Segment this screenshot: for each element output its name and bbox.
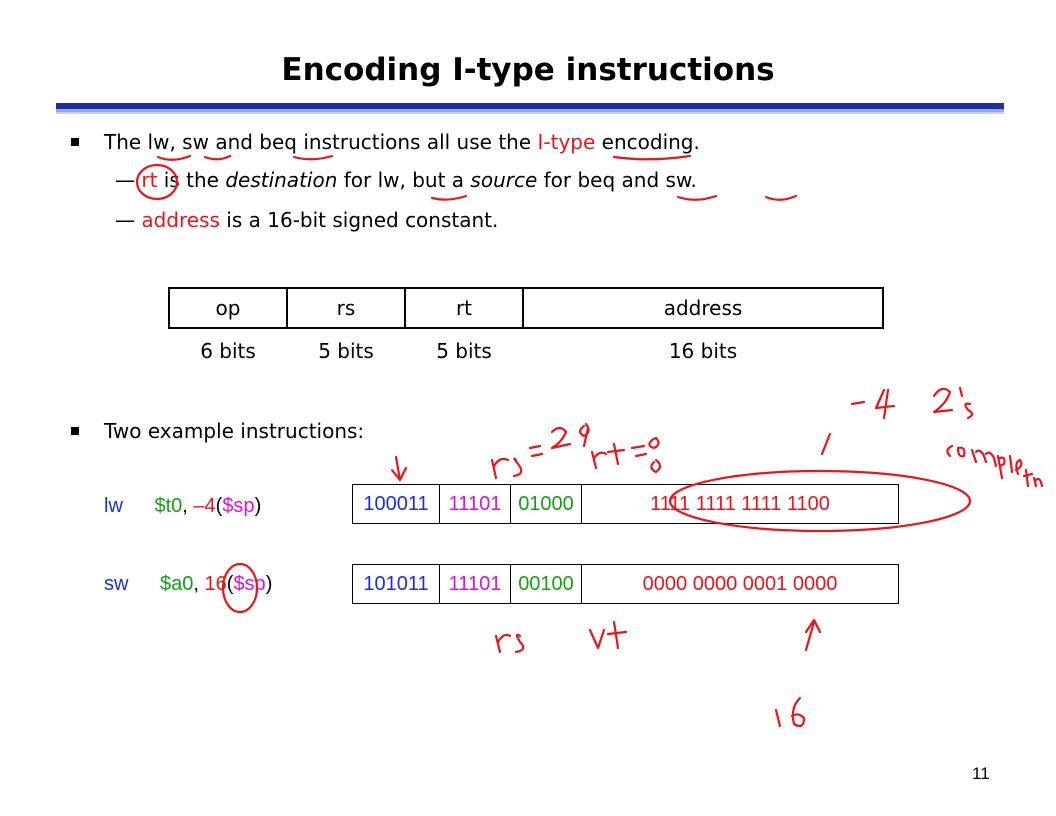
ink-stroke bbox=[822, 434, 830, 454]
sub-1-text-b: for lw, but a bbox=[337, 168, 471, 192]
ink-underline-beq2 bbox=[678, 196, 716, 200]
offset: 16 bbox=[204, 573, 227, 595]
field-rs: rs bbox=[287, 288, 405, 328]
ink-2s bbox=[934, 388, 972, 418]
paren-open: ( bbox=[215, 495, 223, 517]
dash: — bbox=[115, 168, 135, 192]
bullet-1-end: encoding. bbox=[595, 130, 700, 154]
ink-circle-address bbox=[670, 471, 970, 531]
page-number: 11 bbox=[972, 764, 990, 783]
enc-op: 100011 bbox=[353, 485, 440, 524]
ink-underline-beq bbox=[294, 156, 332, 159]
comma: , bbox=[182, 495, 188, 517]
bits-address: 16 bits bbox=[668, 339, 738, 363]
enc-rt: 01000 bbox=[511, 485, 582, 524]
ink-rs-29 bbox=[492, 424, 589, 478]
address-term: address bbox=[141, 208, 220, 232]
ink-minus-4 bbox=[852, 390, 894, 418]
ink-rt-8 bbox=[592, 438, 660, 472]
dash: — bbox=[115, 208, 135, 232]
slide-title: Encoding I-type instructions bbox=[281, 52, 775, 88]
rt-term: rt bbox=[141, 168, 158, 192]
ink-16 bbox=[776, 698, 804, 726]
ink-arrow-up bbox=[806, 620, 820, 650]
enc-address: 1111 1111 1111 1100 bbox=[582, 485, 899, 524]
ink-circle-rt bbox=[137, 165, 177, 199]
bullet-line-2: Two example instructions: bbox=[104, 419, 365, 443]
rt-register: $a0 bbox=[160, 573, 194, 595]
ink-rs-below bbox=[496, 635, 523, 652]
ink-underline-itype bbox=[614, 156, 690, 159]
rs-register: $sp bbox=[233, 573, 266, 595]
enc-rs: 11101 bbox=[440, 565, 511, 604]
bits-rt: 5 bits bbox=[436, 339, 492, 363]
field-address: address bbox=[523, 288, 883, 328]
paren-close: ) bbox=[265, 573, 273, 595]
field-rt: rt bbox=[405, 288, 523, 328]
mnemonic: sw bbox=[104, 573, 129, 595]
bits-op: 6 bits bbox=[200, 339, 256, 363]
ink-rt-below bbox=[590, 622, 626, 648]
enc-rs: 11101 bbox=[440, 485, 511, 524]
enc-rt: 00100 bbox=[511, 565, 582, 604]
destination-word: destination bbox=[225, 168, 338, 192]
paren-open: ( bbox=[226, 573, 234, 595]
source-word: source bbox=[470, 168, 538, 192]
sub-1-text-c: for beq and sw. bbox=[537, 168, 697, 192]
ink-underline-lw bbox=[158, 156, 190, 160]
sub-1-text-a: is the bbox=[157, 168, 226, 192]
bits-rs: 5 bits bbox=[318, 339, 374, 363]
ink-underline-sw bbox=[205, 156, 230, 159]
ink-underline-lw2 bbox=[432, 196, 466, 200]
enc-op: 101011 bbox=[353, 565, 440, 604]
paren-close: ) bbox=[254, 495, 262, 517]
ink-arrow-down bbox=[392, 457, 406, 480]
rt-register: $t0 bbox=[154, 495, 183, 517]
bullet-1-text: The lw, sw and beq instructions all use the bbox=[104, 130, 538, 154]
ink-complement bbox=[947, 446, 1042, 486]
comma: , bbox=[193, 573, 199, 595]
enc-address: 0000 0000 0001 0000 bbox=[582, 565, 899, 604]
rs-register: $sp bbox=[222, 495, 255, 517]
field-op: op bbox=[169, 288, 287, 328]
ink-circle-16 bbox=[223, 564, 257, 612]
ink-underline-sw2 bbox=[766, 196, 796, 200]
offset: –4 bbox=[193, 495, 216, 517]
bullet-1-red: I-type bbox=[537, 130, 596, 154]
mnemonic: lw bbox=[104, 495, 123, 517]
sub-2-text: is a 16-bit signed constant. bbox=[219, 208, 499, 232]
